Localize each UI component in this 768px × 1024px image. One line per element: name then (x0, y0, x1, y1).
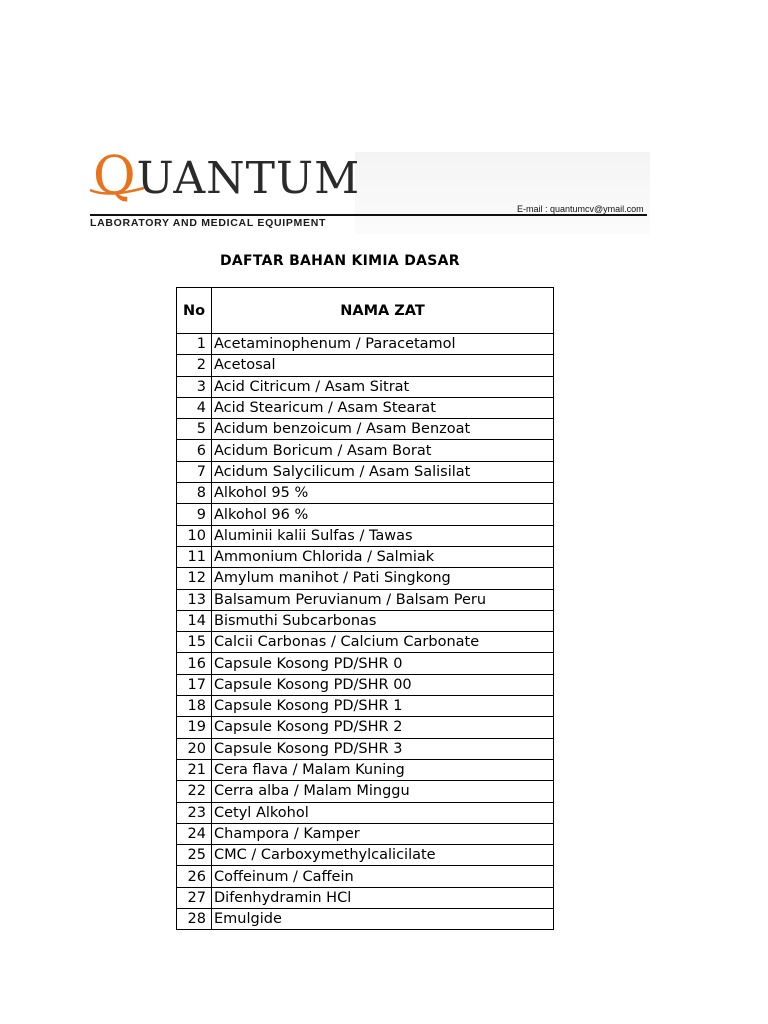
substance-name: Cera flava / Malam Kuning (212, 759, 554, 780)
column-header-no: No (177, 288, 212, 334)
row-number: 27 (177, 887, 212, 908)
row-number: 5 (177, 419, 212, 440)
row-number: 21 (177, 759, 212, 780)
table-row (177, 781, 554, 802)
table-row (177, 674, 554, 695)
substance-name: Bismuthi Subcarbonas (212, 610, 554, 631)
substance-name: Acetaminophenum / Paracetamol (212, 334, 554, 355)
table-row (177, 355, 554, 376)
header-divider (90, 214, 647, 216)
table-row (177, 759, 554, 780)
substance-name: Acetosal (212, 355, 554, 376)
substance-name: Amylum manihot / Pati Singkong (212, 568, 554, 589)
substance-name: Capsule Kosong PD/SHR 2 (212, 717, 554, 738)
substance-name: Capsule Kosong PD/SHR 1 (212, 696, 554, 717)
table-row (177, 845, 554, 866)
column-header-name: NAMA ZAT (212, 288, 554, 334)
substance-name: Cerra alba / Malam Minggu (212, 781, 554, 802)
substance-name: Cetyl Alkohol (212, 802, 554, 823)
table-row (177, 909, 554, 930)
row-number: 24 (177, 823, 212, 844)
table-body (177, 334, 554, 930)
chemical-list-table (176, 287, 553, 930)
row-number: 23 (177, 802, 212, 823)
row-number: 20 (177, 738, 212, 759)
row-number: 14 (177, 610, 212, 631)
substance-name: Capsule Kosong PD/SHR 00 (212, 674, 554, 695)
table-row (177, 866, 554, 887)
logo-text-rest: UANTUM (136, 153, 361, 204)
table-row (177, 696, 554, 717)
row-number: 25 (177, 845, 212, 866)
row-number: 11 (177, 546, 212, 567)
substance-name: Capsule Kosong PD/SHR 3 (212, 738, 554, 759)
row-number: 8 (177, 483, 212, 504)
row-number: 12 (177, 568, 212, 589)
row-number: 15 (177, 632, 212, 653)
email-address: E-mail : quantumcv@ymail.com (517, 204, 644, 214)
faded-background-block (355, 152, 650, 234)
substance-name: Aluminii kalii Sulfas / Tawas (212, 525, 554, 546)
row-number: 2 (177, 355, 212, 376)
table-row (177, 738, 554, 759)
substance-name: Emulgide (212, 909, 554, 930)
letterhead (0, 0, 768, 240)
table-row (177, 717, 554, 738)
row-number: 4 (177, 397, 212, 418)
table-row (177, 887, 554, 908)
table-row (177, 546, 554, 567)
table-row (177, 568, 554, 589)
row-number: 7 (177, 461, 212, 482)
table-row (177, 461, 554, 482)
row-number: 3 (177, 376, 212, 397)
table-row (177, 483, 554, 504)
table-row (177, 504, 554, 525)
table-row (177, 802, 554, 823)
substance-name: Acid Citricum / Asam Sitrat (212, 376, 554, 397)
substance-name: Acidum Boricum / Asam Borat (212, 440, 554, 461)
row-number: 6 (177, 440, 212, 461)
row-number: 10 (177, 525, 212, 546)
substance-name: Coffeinum / Caffein (212, 866, 554, 887)
row-number: 22 (177, 781, 212, 802)
substance-name: Capsule Kosong PD/SHR 0 (212, 653, 554, 674)
company-tagline: LABORATORY AND MEDICAL EQUIPMENT (90, 217, 327, 229)
document-title: DAFTAR BAHAN KIMIA DASAR (220, 253, 460, 269)
substance-name: Champora / Kamper (212, 823, 554, 844)
substance-name: Alkohol 95 % (212, 483, 554, 504)
table-row (177, 419, 554, 440)
table-row (177, 334, 554, 355)
table-row (177, 376, 554, 397)
table-row (177, 440, 554, 461)
row-number: 18 (177, 696, 212, 717)
table-row (177, 589, 554, 610)
row-number: 9 (177, 504, 212, 525)
table-header-row (177, 288, 554, 334)
table-row (177, 397, 554, 418)
table (176, 287, 554, 930)
row-number: 19 (177, 717, 212, 738)
substance-name: Difenhydramin HCl (212, 887, 554, 908)
table-row (177, 525, 554, 546)
substance-name: Balsamum Peruvianum / Balsam Peru (212, 589, 554, 610)
logo-swoosh-icon (88, 182, 148, 198)
table-row (177, 653, 554, 674)
table-row (177, 610, 554, 631)
row-number: 16 (177, 653, 212, 674)
substance-name: Acidum Salycilicum / Asam Salisilat (212, 461, 554, 482)
substance-name: CMC / Carboxymethylcalicilate (212, 845, 554, 866)
row-number: 1 (177, 334, 212, 355)
substance-name: Ammonium Chlorida / Salmiak (212, 546, 554, 567)
substance-name: Alkohol 96 % (212, 504, 554, 525)
substance-name: Calcii Carbonas / Calcium Carbonate (212, 632, 554, 653)
row-number: 13 (177, 589, 212, 610)
row-number: 17 (177, 674, 212, 695)
logo-q-letter: Q (93, 146, 137, 206)
table-row (177, 632, 554, 653)
table-row (177, 823, 554, 844)
substance-name: Acidum benzoicum / Asam Benzoat (212, 419, 554, 440)
substance-name: Acid Stearicum / Asam Stearat (212, 397, 554, 418)
row-number: 26 (177, 866, 212, 887)
row-number: 28 (177, 909, 212, 930)
